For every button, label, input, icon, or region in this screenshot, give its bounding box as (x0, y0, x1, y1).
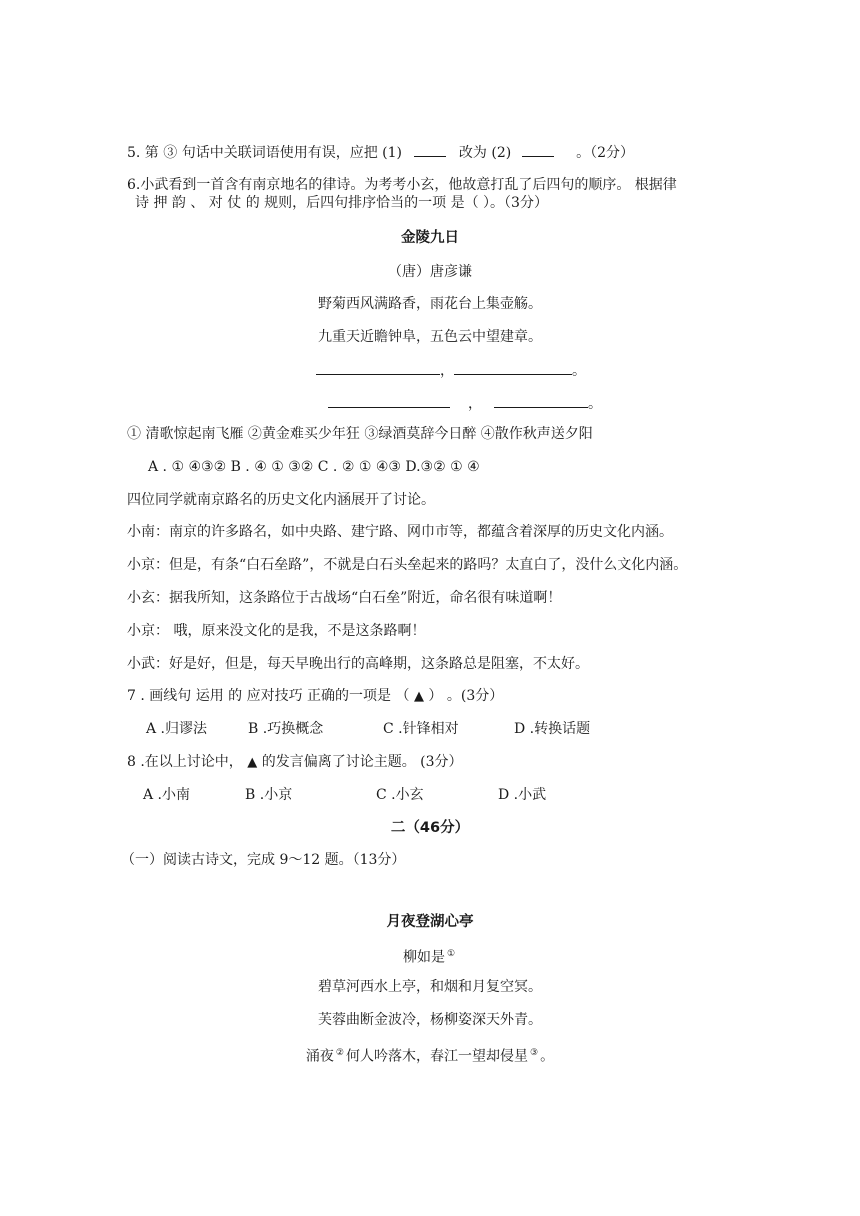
q5-text-c: 。（2分） (576, 145, 635, 161)
q8-option-c: C .小玄 (376, 787, 424, 803)
q8-option-d: D .小武 (498, 787, 547, 803)
poem2-title: 月夜登湖心亭 (386, 914, 474, 930)
poem2-line-1: 碧草河西水上亭，和烟和月复空冥。 (318, 979, 542, 995)
poem1-blank-line-2 (328, 393, 602, 414)
q7-option-c: C .针锋相对 (383, 721, 459, 737)
q7-option-a: A .归谬法 (146, 721, 208, 737)
poem1-blank-line-1 (316, 360, 586, 381)
q6-stem-line2: 诗 押 韵 、 对 仗 的 规则，后四句排序恰当的一项 是（ ）。（3分） (135, 195, 548, 211)
q5-text-b: 改为 (2) (458, 145, 512, 161)
poem1-blank-end-1: 。 (572, 363, 586, 379)
section-2-heading: 二（46分） (390, 820, 470, 836)
poem1-blank-sep-2: ， (468, 396, 482, 412)
discussion-line-xiaojing-1: 小京：但是，有条“白石垒路”，不就是白石头垒起来的路吗？太直白了，没什么文化内涵。 (127, 557, 688, 573)
poem1-line-2: 九重天近瞻钟阜，五色云中望建章。 (318, 329, 542, 345)
poem1-blank-1b (454, 360, 572, 375)
q8-option-b: B .小京 (245, 787, 293, 803)
q7-stem-a: 7 . 画线句 运用 的 应对技巧 正确的一项是 （ (127, 688, 414, 704)
poem1-blank-end-2: 。 (588, 396, 602, 412)
discussion-line-xiaonan: 小南：南京的许多路名，如中央路、建宁路、网巾市等，都蕴含着深厚的历史文化内涵。 (127, 524, 673, 540)
q7-option-d: D .转换话题 (514, 721, 591, 737)
footnote-marker-3: ③ (530, 1048, 539, 1058)
poem1-blank-2b (494, 393, 588, 408)
q7-stem-b: ） 。(3分） (423, 688, 504, 704)
discussion-intro: 四位同学就南京路名的历史文化内涵展开了讨论。 (127, 492, 435, 508)
poem1-title: 金陵九日 (401, 230, 459, 246)
q8-stem-b: 的发言偏离了讨论主题。 (3分） (257, 754, 463, 770)
poem2-author-name: 柳如是 (402, 949, 445, 966)
q8-option-a: A .小南 (143, 787, 191, 803)
footnote-marker-1: ① (446, 949, 456, 959)
poem2-line-3 (0, 1043, 860, 1067)
q8-stem-a: 8 .在以上讨论中， (127, 754, 248, 770)
q5-blank-1 (414, 142, 446, 157)
poem1-blank-2a (328, 393, 450, 408)
section-2-instructions: （一）阅读古诗文，完成 9～12 题。（13分） (121, 852, 406, 868)
poem1-line-1: 野菊西风满路香，雨花台上集壶觞。 (318, 296, 542, 312)
poem1-blank-1a (316, 360, 440, 375)
triangle-icon: ▲ (247, 755, 258, 770)
question-8-stem (127, 752, 463, 773)
triangle-icon: ▲ (413, 689, 424, 704)
poem2-line-2: 芙蓉曲断金波冷，杨柳姿深天外青。 (318, 1012, 542, 1028)
q5-blank-2 (522, 142, 554, 157)
poem2-line-3-b: 何人吟落木，春江一望却侵星 (346, 1048, 528, 1065)
poem2-line-3-a: 涌夜 (305, 1048, 334, 1065)
q6-stem-line1: 6.小武看到一首含有南京地名的律诗。为考考小玄，他故意打乱了后四句的顺序。 根据律 (127, 177, 677, 193)
question-5 (127, 142, 634, 163)
poem1-author: （唐）唐彦谦 (388, 264, 472, 280)
q6-items: ① 清歌惊起南飞雁 ②黄金难买少年狂 ③绿酒莫辞今日醉 ④散作秋声送夕阳 (127, 426, 593, 442)
footnote-marker-2: ② (335, 1048, 344, 1058)
q6-options: A . ① ④③② B . ④ ① ③② C . ② ① ④③ D.③② ① ④ (148, 459, 480, 475)
q5-text-a: 5. 第 ③ 句话中关联词语使用有误，应把 (1) (127, 145, 402, 161)
discussion-line-xiaoxuan: 小玄：据我所知，这条路位于古战场“白石垒”附近，命名很有味道啊！ (127, 590, 562, 606)
discussion-line-xiaojing-2: 小京： 哦，原来没文化的是我，不是这条路啊！ (127, 623, 426, 639)
q7-option-b: B .巧换概念 (248, 721, 324, 737)
question-7-stem (127, 686, 503, 707)
poem2-author (0, 944, 860, 968)
poem1-blank-sep-1: ， (440, 363, 454, 379)
poem2-line-3-c: 。 (540, 1048, 555, 1065)
discussion-line-xiaowu: 小武：好是好，但是，每天早晚出行的高峰期，这条路总是阻塞，不太好。 (127, 656, 589, 672)
